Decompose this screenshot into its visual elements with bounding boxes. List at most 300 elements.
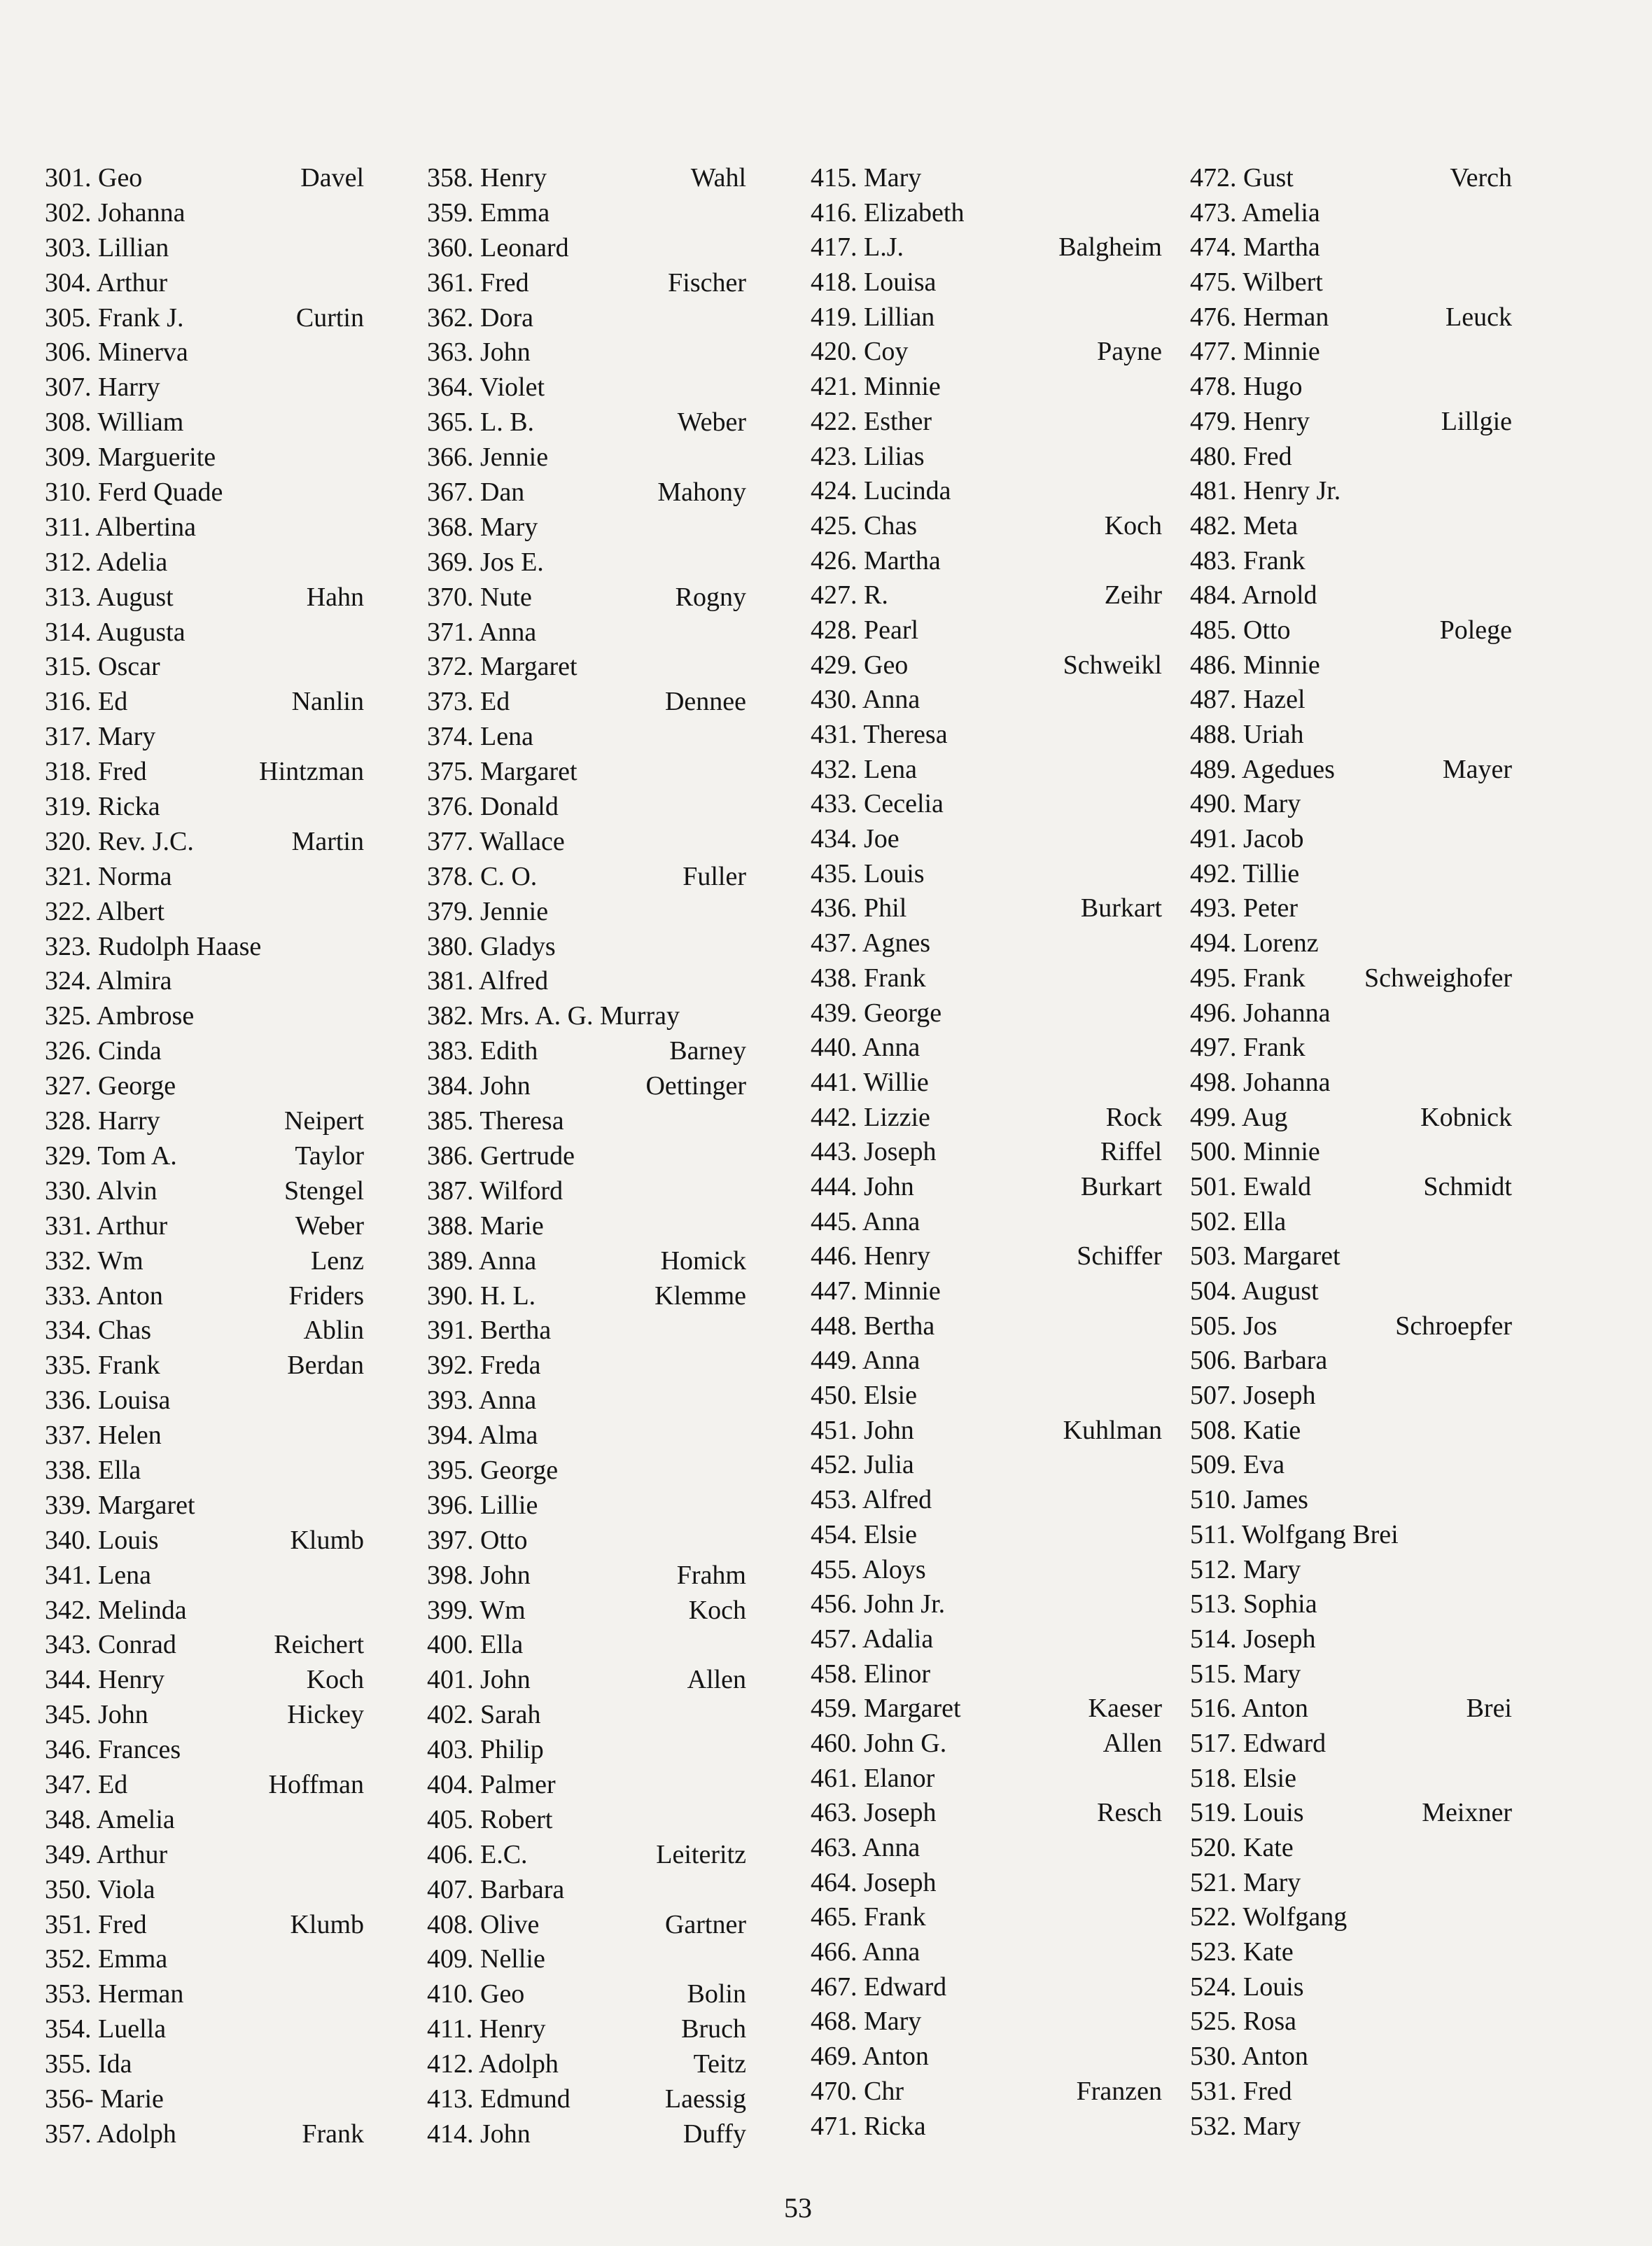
name-entry: [45, 545, 364, 580]
name-entry: [427, 545, 746, 580]
entry-last-name: Nanlin: [291, 687, 364, 717]
entry-number-first-name: 381. Alfred: [427, 966, 549, 996]
name-entry: [1190, 1866, 1512, 1901]
entry-last-name: Wahl: [690, 163, 746, 193]
entry-number-first-name: 380. Gladys: [427, 931, 556, 961]
name-entry: [45, 1244, 364, 1279]
entry-number-first-name: 491. Jacob: [1190, 824, 1304, 854]
name-entry: [811, 1483, 1162, 1518]
entry-number-first-name: 350. Viola: [45, 1874, 155, 1904]
name-entry: [811, 1205, 1162, 1240]
name-entry: [1190, 1135, 1512, 1170]
entry-last-name: Barney: [669, 1036, 746, 1066]
name-entry: [1190, 1205, 1512, 1240]
name-entry: [45, 1873, 364, 1908]
name-entry: [1190, 1796, 1512, 1831]
name-entry: [45, 440, 364, 475]
entry-number-first-name: 305. Frank J.: [45, 302, 184, 333]
name-entry: [427, 1803, 746, 1838]
name-entry: [45, 964, 364, 999]
name-entry: [45, 685, 364, 720]
name-column-4: [1190, 161, 1512, 2144]
entry-number-first-name: 490. Mary: [1190, 789, 1301, 819]
entry-number-first-name: 420. Coy: [811, 337, 909, 367]
entry-number-first-name: 355. Ida: [45, 2049, 132, 2079]
entry-number-first-name: 503. Margaret: [1190, 1241, 1340, 1271]
entry-number-first-name: 377. Wallace: [427, 826, 565, 856]
entry-number-first-name: 459. Margaret: [811, 1694, 961, 1724]
entry-number-first-name: 421. Minnie: [811, 372, 941, 402]
entry-number-first-name: 387. Wilford: [427, 1176, 564, 1206]
entry-number-first-name: 330. Alvin: [45, 1176, 158, 1206]
name-entry: [427, 580, 746, 615]
name-entry: [1190, 822, 1512, 857]
entry-last-name: Lenz: [311, 1246, 364, 1276]
name-entry: [1190, 1518, 1512, 1553]
entry-number-first-name: 386. Gertrude: [427, 1141, 575, 1171]
entry-number-first-name: 347. Ed: [45, 1769, 128, 1799]
entry-last-name: Weber: [295, 1211, 364, 1241]
name-entry: [45, 510, 364, 545]
name-entry: [427, 2012, 746, 2047]
entry-number-first-name: 343. Conrad: [45, 1630, 176, 1660]
entry-number-first-name: 470. Chr: [811, 2076, 904, 2106]
entry-number-first-name: 468. Mary: [811, 2007, 922, 2037]
name-entry: [45, 370, 364, 405]
name-entry: [811, 544, 1162, 579]
entry-number-first-name: 333. Anton: [45, 1281, 163, 1311]
name-entry: [427, 301, 746, 336]
entry-last-name: Kaeser: [1088, 1694, 1162, 1724]
name-entry: [427, 685, 746, 720]
name-entry: [45, 1838, 364, 1873]
entry-number-first-name: 467. Edward: [811, 1972, 947, 2002]
entry-number-first-name: 532. Mary: [1190, 2111, 1301, 2141]
entry-number-first-name: 340. Louis: [45, 1525, 159, 1555]
name-entry: [1190, 1414, 1512, 1449]
entry-number-first-name: 345. John: [45, 1700, 148, 1730]
entry-number-first-name: 454. Elsie: [811, 1519, 917, 1549]
entry-number-first-name: 463. Anna: [811, 1833, 920, 1862]
entry-number-first-name: 383. Edith: [427, 1036, 538, 1066]
entry-number-first-name: 512. Mary: [1190, 1554, 1301, 1584]
name-entry: [45, 930, 364, 965]
entry-number-first-name: 488. Uriah: [1190, 720, 1304, 749]
entry-number-first-name: 395. George: [427, 1455, 559, 1485]
entry-number-first-name: 521. Mary: [1190, 1867, 1301, 1897]
entry-number-first-name: 432. Lena: [811, 754, 917, 784]
entry-number-first-name: 332. Wm: [45, 1246, 144, 1276]
entry-number-first-name: 306. Minerva: [45, 337, 188, 368]
entry-number-first-name: 469. Anton: [811, 2042, 929, 2072]
name-entry: [427, 196, 746, 231]
entry-number-first-name: 419. Lillian: [811, 302, 935, 332]
name-entry: [1190, 2109, 1512, 2144]
entry-last-name: Frahm: [676, 1560, 746, 1590]
entry-number-first-name: 509. Eva: [1190, 1450, 1285, 1480]
name-entry: [811, 648, 1162, 683]
entry-number-first-name: 328. Harry: [45, 1106, 160, 1136]
entry-last-name: Resch: [1097, 1798, 1162, 1828]
entry-number-first-name: 418. Louisa: [811, 267, 937, 298]
name-entry: [427, 2082, 746, 2117]
name-entry: [45, 301, 364, 336]
name-entry: [811, 1622, 1162, 1657]
entry-number-first-name: 348. Amelia: [45, 1804, 175, 1834]
entry-number-first-name: 494. Lorenz: [1190, 928, 1319, 958]
entry-number-first-name: 311. Albertina: [45, 512, 196, 542]
entry-number-first-name: 374. Lena: [427, 722, 533, 752]
entry-number-first-name: 363. John: [427, 337, 531, 368]
entry-number-first-name: 487. Hazel: [1190, 685, 1306, 715]
name-entry: [1190, 857, 1512, 892]
name-entry: [811, 1101, 1162, 1136]
name-entry: [45, 1418, 364, 1453]
name-entry: [427, 1838, 746, 1873]
name-entry: [811, 1727, 1162, 1762]
entry-number-first-name: 412. Adolph: [427, 2049, 559, 2079]
name-entry: [1190, 161, 1512, 196]
entry-number-first-name: 531. Fred: [1190, 2076, 1292, 2106]
name-entry: [1190, 1483, 1512, 1518]
name-entry: [811, 1344, 1162, 1379]
entry-number-first-name: 438. Frank: [811, 963, 926, 993]
entry-number-first-name: 408. Olive: [427, 1909, 540, 1939]
name-entry: [811, 370, 1162, 405]
name-entry: [811, 1031, 1162, 1066]
name-entry: [45, 1803, 364, 1838]
name-entry: [1190, 1692, 1512, 1727]
name-entry: [811, 2039, 1162, 2074]
entry-number-first-name: 368. Mary: [427, 512, 538, 542]
name-entry: [811, 1170, 1162, 1205]
name-entry: [45, 2082, 364, 2117]
entry-number-first-name: 307. Harry: [45, 372, 160, 403]
entry-number-first-name: 317. Mary: [45, 722, 156, 752]
name-entry: [1190, 718, 1512, 753]
entry-number-first-name: 410. Geo: [427, 1979, 525, 2009]
name-entry: [811, 1796, 1162, 1831]
name-entry: [811, 230, 1162, 265]
entry-number-first-name: 318. Fred: [45, 757, 147, 787]
entry-number-first-name: 465. Frank: [811, 1902, 926, 1932]
name-entry: [811, 2074, 1162, 2109]
name-entry: [427, 335, 746, 370]
name-entry: [427, 231, 746, 266]
name-entry: [427, 1698, 746, 1733]
entry-number-first-name: 370. Nute: [427, 582, 532, 612]
entry-number-first-name: 404. Palmer: [427, 1769, 556, 1799]
entry-number-first-name: 450. Elsie: [811, 1381, 917, 1411]
name-entry: [45, 475, 364, 510]
name-entry: [427, 720, 746, 755]
name-entry: [427, 405, 746, 440]
name-entry: [811, 265, 1162, 300]
entry-number-first-name: 413. Edmund: [427, 2084, 570, 2114]
name-entry: [427, 1104, 746, 1139]
name-entry: [811, 1379, 1162, 1414]
name-entry: [45, 1139, 364, 1174]
name-entry: [811, 1239, 1162, 1274]
entry-number-first-name: 365. L. B.: [427, 407, 535, 438]
entry-number-first-name: 431. Theresa: [811, 720, 948, 749]
entry-number-first-name: 385. Theresa: [427, 1106, 564, 1136]
entry-number-first-name: 394. Alma: [427, 1421, 538, 1451]
name-entry: [427, 755, 746, 790]
entry-number-first-name: 362. Dora: [427, 302, 533, 333]
name-entry: [1190, 440, 1512, 475]
entry-last-name: Verch: [1450, 163, 1512, 193]
entry-number-first-name: 389. Anna: [427, 1246, 537, 1276]
name-entry: [811, 405, 1162, 440]
name-entry: [45, 1174, 364, 1209]
name-entry: [1190, 405, 1512, 440]
entry-number-first-name: 516. Anton: [1190, 1694, 1308, 1724]
name-entry: [45, 895, 364, 930]
entry-last-name: Fischer: [668, 267, 746, 298]
name-entry: [45, 405, 364, 440]
entry-number-first-name: 373. Ed: [427, 687, 510, 717]
entry-number-first-name: 321. Norma: [45, 861, 172, 891]
name-entry: [45, 2047, 364, 2082]
name-entry: [811, 335, 1162, 370]
entry-last-name: Homick: [660, 1246, 746, 1276]
entry-number-first-name: 440. Anna: [811, 1033, 920, 1063]
entry-number-first-name: 460. John G.: [811, 1728, 947, 1758]
entry-number-first-name: 336. Louisa: [45, 1386, 171, 1416]
entry-last-name: Laessig: [664, 2084, 746, 2114]
name-entry: [1190, 1031, 1512, 1066]
name-entry: [427, 825, 746, 860]
name-entry: [811, 613, 1162, 648]
entry-last-name: Schweighofer: [1364, 963, 1512, 993]
name-entry: [811, 509, 1162, 544]
entry-number-first-name: 525. Rosa: [1190, 2007, 1296, 2037]
name-entry: [1190, 1900, 1512, 1935]
entry-number-first-name: 518. Elsie: [1190, 1763, 1296, 1793]
name-entry: [45, 335, 364, 370]
name-entry: [811, 718, 1162, 753]
name-entry: [1190, 1970, 1512, 2005]
entry-last-name: Frank: [302, 2119, 364, 2149]
name-entry: [45, 1069, 364, 1104]
entry-last-name: Gartner: [664, 1909, 746, 1939]
name-entry: [1190, 1379, 1512, 1414]
entry-number-first-name: 319. Ricka: [45, 792, 160, 822]
entry-number-first-name: 524. Louis: [1190, 1972, 1304, 2002]
entry-number-first-name: 473. Amelia: [1190, 197, 1320, 228]
entry-number-first-name: 474. Martha: [1190, 232, 1320, 263]
name-entry: [1190, 926, 1512, 961]
name-entry: [1190, 1935, 1512, 1970]
name-entry: [1190, 230, 1512, 265]
name-entry: [427, 1873, 746, 1908]
name-column-3: [811, 161, 1162, 2144]
entry-number-first-name: 414. John: [427, 2119, 531, 2149]
entry-number-first-name: 399. Wm: [427, 1595, 526, 1625]
entry-last-name: Allen: [1102, 1728, 1162, 1758]
name-entry: [427, 2047, 746, 2082]
name-entry: [45, 1313, 364, 1348]
entry-number-first-name: 483. Frank: [1190, 545, 1306, 576]
name-entry: [427, 650, 746, 685]
entry-number-first-name: 349. Arthur: [45, 1839, 168, 1869]
entry-number-first-name: 506. Barbara: [1190, 1346, 1328, 1376]
name-entry: [427, 475, 746, 510]
entry-last-name: Lillgie: [1441, 406, 1512, 436]
entry-number-first-name: 331. Arthur: [45, 1211, 168, 1241]
name-entry: [1190, 613, 1512, 648]
name-entry: [45, 266, 364, 301]
name-entry: [427, 1174, 746, 1209]
entry-number-first-name: 439. George: [811, 998, 942, 1028]
name-entry: [1190, 1448, 1512, 1483]
entry-last-name: Duffy: [682, 2119, 746, 2149]
entry-number-first-name: 442. Lizzie: [811, 1102, 930, 1132]
name-column-2: [427, 161, 746, 2152]
name-entry: [427, 1523, 746, 1558]
name-entry: [811, 300, 1162, 335]
entry-number-first-name: 384. John: [427, 1071, 531, 1101]
name-entry: [1190, 1274, 1512, 1309]
entry-number-first-name: 417. L.J.: [811, 232, 904, 263]
name-entry: [811, 753, 1162, 788]
name-entry: [1190, 300, 1512, 335]
entry-last-name: Davel: [300, 163, 364, 193]
name-entry: [427, 964, 746, 999]
name-entry: [427, 615, 746, 650]
entry-number-first-name: 427. R.: [811, 580, 888, 611]
entry-number-first-name: 397. Otto: [427, 1525, 528, 1555]
entry-number-first-name: 364. Violet: [427, 372, 545, 403]
entry-number-first-name: 433. Cecelia: [811, 789, 944, 819]
name-entry: [811, 926, 1162, 961]
name-entry: [811, 1518, 1162, 1553]
entry-number-first-name: 415. Mary: [811, 163, 922, 193]
entry-last-name: Berdan: [287, 1351, 364, 1381]
name-entry: [1190, 544, 1512, 579]
name-entry: [811, 578, 1162, 613]
entry-number-first-name: 405. Robert: [427, 1804, 553, 1834]
name-entry: [45, 860, 364, 895]
name-entry: [811, 2109, 1162, 2144]
entry-number-first-name: 342. Melinda: [45, 1595, 187, 1625]
entry-number-first-name: 326. Cinda: [45, 1036, 162, 1066]
entry-last-name: Burkart: [1080, 893, 1162, 923]
entry-number-first-name: 517. Edward: [1190, 1728, 1326, 1758]
name-entry: [1190, 1239, 1512, 1274]
entry-last-name: Dennee: [664, 687, 746, 717]
name-entry: [1190, 1066, 1512, 1101]
entry-number-first-name: 493. Peter: [1190, 893, 1298, 923]
name-entry: [427, 790, 746, 825]
name-entry: [45, 231, 364, 266]
entry-number-first-name: 458. Elinor: [811, 1659, 930, 1689]
entry-last-name: Klemme: [654, 1281, 746, 1311]
name-entry: [45, 1733, 364, 1768]
entry-number-first-name: 337. Helen: [45, 1421, 162, 1451]
name-entry: [45, 825, 364, 860]
entry-number-first-name: 356- Marie: [45, 2084, 164, 2114]
entry-last-name: Friders: [288, 1281, 364, 1311]
name-entry: [1190, 1657, 1512, 1692]
name-entry: [427, 1628, 746, 1663]
entry-number-first-name: 423. Lilias: [811, 441, 925, 471]
name-entry: [427, 1942, 746, 1977]
name-entry: [811, 196, 1162, 231]
entry-number-first-name: 515. Mary: [1190, 1659, 1301, 1689]
entry-number-first-name: 455. Aloys: [811, 1554, 926, 1584]
entry-number-first-name: 308. William: [45, 407, 184, 438]
entry-last-name: Koch: [1104, 510, 1162, 540]
entry-last-name: Neipert: [284, 1106, 364, 1136]
name-entry: [1190, 1587, 1512, 1622]
entry-number-first-name: 428. Pearl: [811, 615, 919, 645]
name-entry: [427, 1069, 746, 1104]
entry-last-name: Polege: [1439, 615, 1512, 645]
name-entry: [811, 1935, 1162, 1970]
name-entry: [1190, 891, 1512, 926]
entry-number-first-name: 463. Joseph: [811, 1798, 937, 1828]
entry-number-first-name: 497. Frank: [1190, 1033, 1306, 1063]
name-entry: [1190, 1727, 1512, 1762]
entry-number-first-name: 302. Johanna: [45, 197, 186, 228]
name-entry: [1190, 1309, 1512, 1344]
entry-number-first-name: 508. Katie: [1190, 1415, 1301, 1445]
name-entry: [45, 161, 364, 196]
name-entry: [45, 1104, 364, 1139]
name-entry: [811, 474, 1162, 509]
entry-number-first-name: 507. Joseph: [1190, 1381, 1316, 1411]
name-entry: [1190, 578, 1512, 613]
name-entry: [811, 961, 1162, 996]
name-entry: [45, 580, 364, 615]
entry-number-first-name: 378. C. O.: [427, 861, 538, 891]
entry-number-first-name: 426. Martha: [811, 545, 941, 576]
name-entry: [427, 1383, 746, 1418]
entry-number-first-name: 425. Chas: [811, 510, 917, 540]
entry-number-first-name: 499. Aug: [1190, 1102, 1288, 1132]
name-entry: [45, 1523, 364, 1558]
name-entry: [45, 1663, 364, 1698]
entry-number-first-name: 312. Adelia: [45, 547, 168, 577]
entry-last-name: Hintzman: [259, 757, 364, 787]
name-entry: [45, 1593, 364, 1628]
entry-last-name: Franzen: [1076, 2076, 1162, 2106]
name-entry: [811, 1066, 1162, 1101]
name-entry: [1190, 683, 1512, 718]
entry-number-first-name: 424. Lucinda: [811, 476, 951, 506]
entry-number-first-name: 310. Ferd Quade: [45, 477, 223, 508]
name-entry: [811, 1692, 1162, 1727]
entry-number-first-name: 498. Johanna: [1190, 1067, 1331, 1097]
entry-number-first-name: 472. Gust: [1190, 163, 1294, 193]
entry-last-name: Mayer: [1442, 754, 1512, 784]
name-entry: [427, 1663, 746, 1698]
entry-number-first-name: 339. Margaret: [45, 1490, 195, 1520]
name-entry: [427, 1348, 746, 1383]
entry-last-name: Hoffman: [268, 1769, 364, 1799]
name-entry: [45, 755, 364, 790]
name-entry: [1190, 648, 1512, 683]
entry-last-name: Stengel: [284, 1176, 364, 1206]
entry-number-first-name: 478. Hugo: [1190, 372, 1303, 402]
entry-number-first-name: 354. Luella: [45, 2014, 167, 2044]
name-entry: [427, 1977, 746, 2012]
name-entry: [427, 1733, 746, 1768]
name-entry: [1190, 509, 1512, 544]
name-entry: [811, 1309, 1162, 1344]
